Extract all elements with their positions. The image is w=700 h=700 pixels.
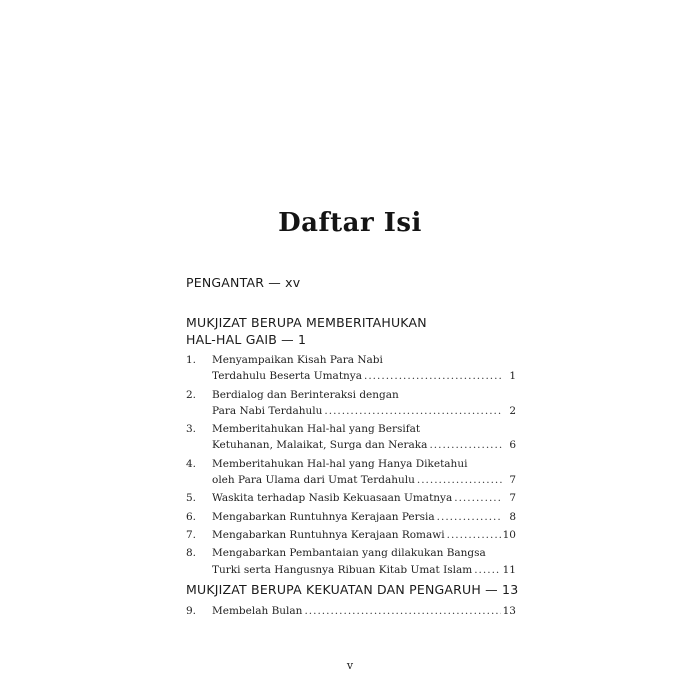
toc-entry-number: 8. (186, 547, 197, 560)
toc-entry-title: Turki serta Hangusnya Ribuan Kitab Umat Islam (212, 563, 473, 576)
dot-leader (474, 562, 500, 578)
toc-entry-leader-line (212, 562, 516, 578)
dot-leader (454, 490, 502, 506)
toc-entry (186, 421, 516, 454)
toc-entry-title-line: Memberitahukan Hal-hal yang Bersifat (212, 423, 421, 436)
toc-entry-leader-line (212, 490, 516, 506)
toc-entry-leader-line (212, 472, 516, 488)
toc-entry-page: 11 (502, 563, 516, 576)
toc-entry-page: 13 (502, 605, 516, 617)
toc-entry-title: Para Nabi Terdahulu (212, 404, 323, 417)
section2-heading: MUKJIZAT BERUPA KEKUATAN DAN PENGARUH — 13 (186, 582, 519, 597)
toc-entry-title: Waskita terhadap Nasib Kekuasaan Umatnya (212, 492, 453, 505)
toc-entry-page: 1 (509, 370, 516, 383)
section1-heading-line2: HAL-HAL GAIB — 1 (186, 332, 307, 347)
toc-entry-title-line: Memberitahukan Hal-hal yang Hanya Diketahui (212, 457, 468, 470)
toc-entry-number: 9. (186, 605, 197, 617)
section1-heading-line1: MUKJIZAT BERUPA MEMBERITAHUKAN (186, 315, 427, 330)
toc-entry-number: 2. (186, 388, 197, 401)
toc-entry-title-line: Berdialog dan Berinteraksi dengan (212, 388, 399, 401)
section2-entries (186, 603, 516, 621)
toc-entry-leader-line (212, 527, 516, 543)
toc-entry-page: 6 (509, 439, 516, 452)
toc-entry (186, 456, 516, 489)
dot-leader (417, 472, 502, 488)
toc-entry-number: 3. (186, 423, 197, 436)
section1-heading (186, 314, 427, 348)
toc-entry-page: 7 (509, 474, 516, 487)
toc-entry-leader-line (212, 368, 516, 384)
toc-entry (186, 490, 516, 506)
toc-entry-title: Mengabarkan Runtuhnya Kerajaan Persia (212, 510, 435, 523)
page-number: v (346, 659, 354, 672)
toc-entry (186, 352, 516, 385)
toc-entry-title: Ketuhanan, Malaikat, Surga dan Neraka (212, 439, 428, 452)
page-title: Daftar Isi (278, 208, 422, 238)
toc-entry-title-line: Menyampaikan Kisah Para Nabi (212, 354, 383, 366)
toc-entry (186, 527, 516, 543)
toc-entry-page: 7 (509, 492, 516, 505)
toc-entry-page: 10 (502, 528, 516, 541)
toc-entry-title: Mengabarkan Runtuhnya Kerajaan Romawi (212, 528, 445, 541)
toc-entry-number: 1. (186, 354, 197, 366)
toc-entry (186, 545, 516, 578)
dot-leader (324, 403, 502, 419)
toc-entry-leader-line (212, 403, 516, 419)
toc-entry-title-line: Mengabarkan Pembantaian yang dilakukan Bangsa (212, 547, 486, 560)
pengantar-heading: PENGANTAR — xv (186, 275, 301, 290)
toc-entry-title: Membelah Bulan (212, 605, 303, 617)
dot-leader (364, 368, 502, 384)
section1-entries (186, 352, 516, 580)
toc-entry-page: 2 (509, 404, 516, 417)
toc-entry-title: Terdahulu Beserta Umatnya (212, 370, 362, 383)
toc-entry-number: 6. (186, 510, 197, 523)
toc-entry-leader-line (212, 437, 516, 453)
dot-leader (437, 509, 502, 525)
toc-entry (186, 509, 516, 525)
toc-entry (186, 603, 516, 619)
toc-entry-title: oleh Para Ulama dari Umat Terdahulu (212, 474, 415, 487)
toc-entry-number: 7. (186, 528, 197, 541)
toc-entry-leader-line (212, 509, 516, 525)
toc-entry (186, 387, 516, 420)
toc-entry-number: 4. (186, 457, 197, 470)
toc-entry-number: 5. (186, 492, 197, 505)
dot-leader (304, 603, 500, 619)
toc-entry-page: 8 (509, 510, 516, 523)
dot-leader (429, 437, 502, 453)
toc-entry-leader-line (212, 603, 516, 619)
dot-leader (447, 527, 501, 543)
